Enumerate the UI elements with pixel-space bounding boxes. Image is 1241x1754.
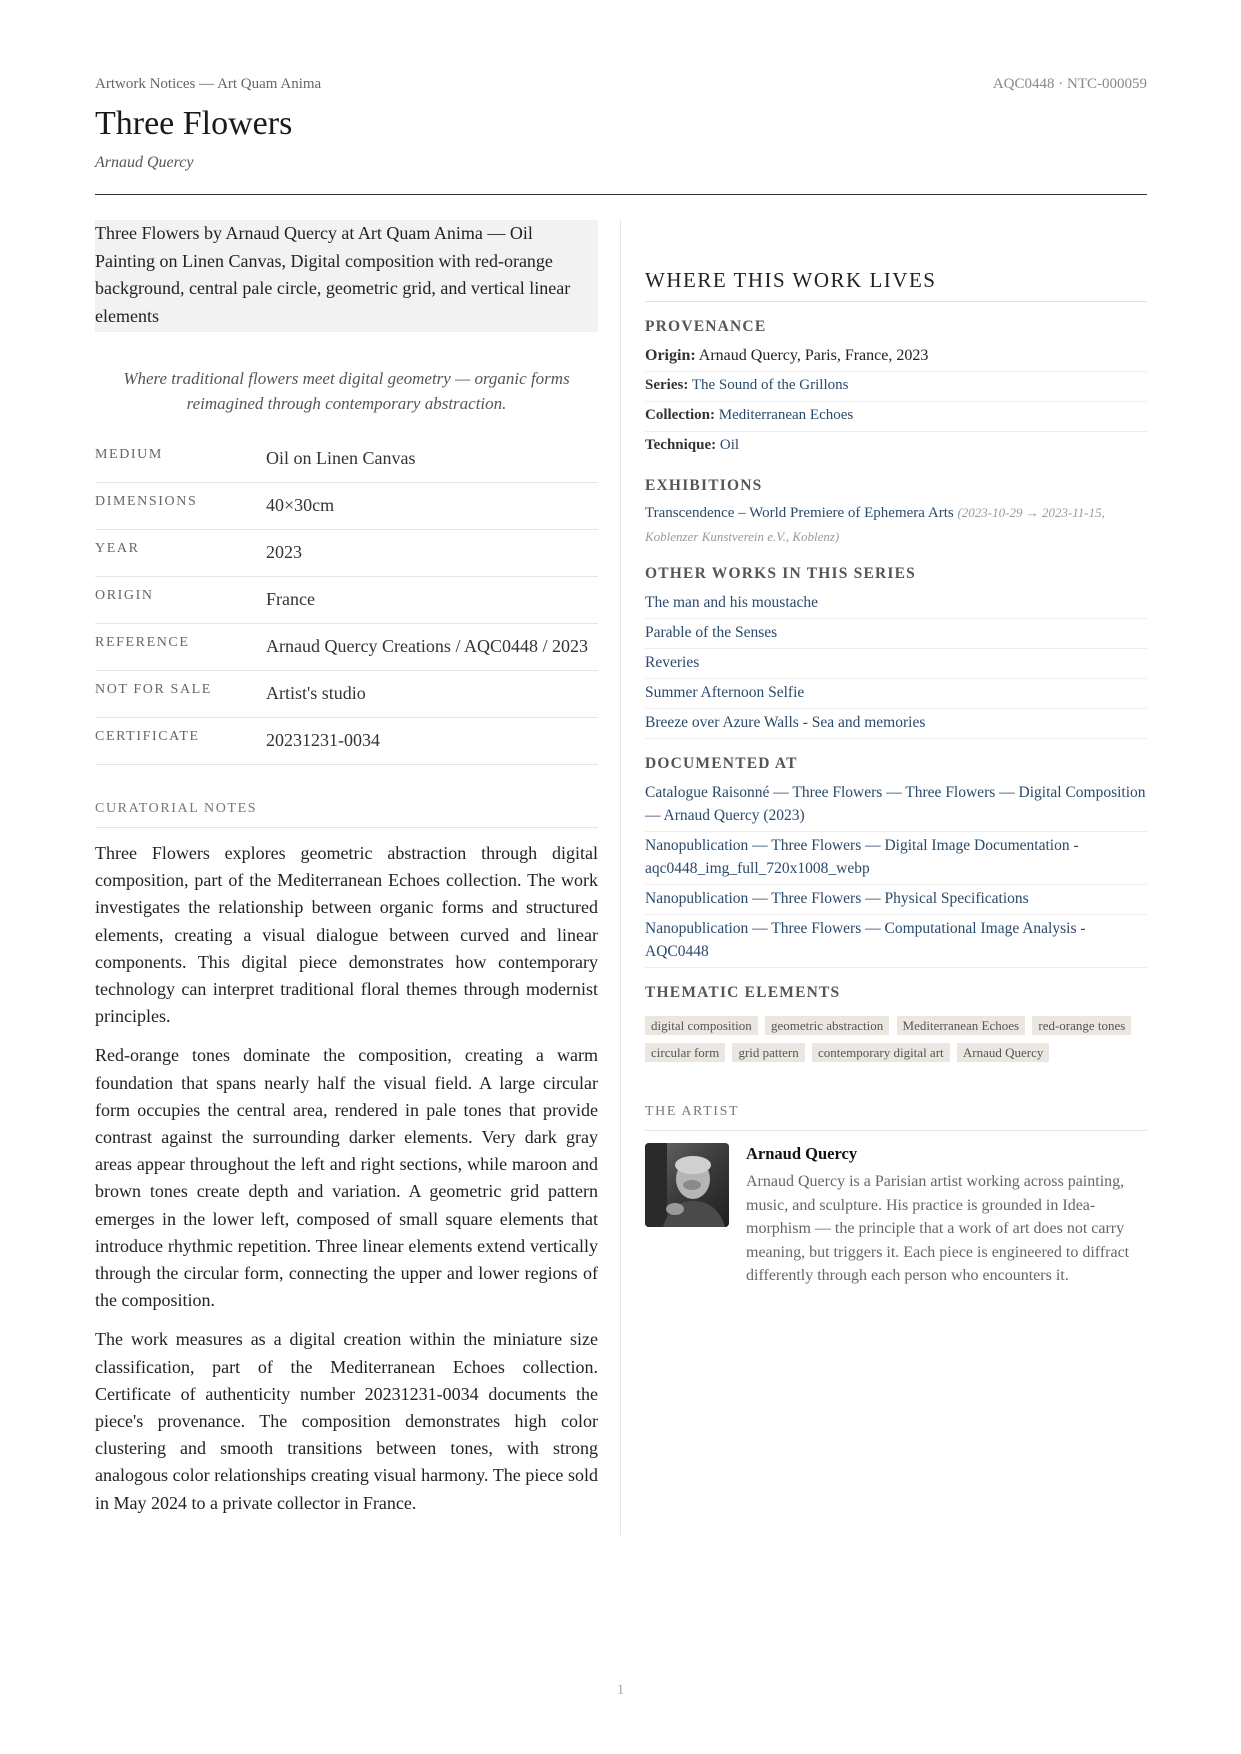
spec-value: Arnaud Quercy Creations / AQC0448 / 2023 — [266, 636, 588, 656]
spec-row-year — [95, 530, 598, 577]
artist-bio: Arnaud Quercy is a Parisian artist working across painting, music, and sculpture. His practice is grounded in Idea-morphism — the principle that a work of art does not carry meaning, but triggers it. Each piece is engineered to diffract differently through each person who encounters it. — [746, 1173, 1130, 1284]
specs-table — [95, 436, 598, 765]
where-heading: WHERE THIS WORK LIVES — [645, 268, 1147, 302]
provenance-origin — [645, 342, 1147, 372]
series-work-link[interactable]: Summer Afternoon Selfie — [645, 679, 1147, 709]
series-work-link[interactable]: Reveries — [645, 649, 1147, 679]
summary-text: Three Flowers by Arnaud Quercy at Art Quam Anima — Oil Painting on Linen Canvas, Digital composition with red-orange background, central pale circle, geometric grid, and vertical linear elements — [95, 220, 598, 332]
series-work-link[interactable]: The man and his moustache — [645, 589, 1147, 619]
tag: grid pattern — [732, 1043, 804, 1062]
tag: Arnaud Quercy — [957, 1043, 1050, 1062]
collection-link[interactable]: Mediterranean Echoes — [718, 407, 854, 423]
artist-avatar — [645, 1143, 729, 1227]
spec-label: NOT FOR SALE — [95, 682, 212, 697]
artist-name: Arnaud Quercy — [746, 1144, 858, 1163]
origin-value: Arnaud Quercy, Paris, France, 2023 — [698, 347, 929, 364]
series-link[interactable]: The Sound of the Grillons — [691, 377, 849, 393]
header-divider — [95, 194, 1147, 195]
spec-value: Artist's studio — [266, 683, 366, 703]
spec-row-medium — [95, 436, 598, 483]
artist-section-heading: THE ARTIST — [645, 1104, 1147, 1131]
left-column — [95, 220, 598, 1517]
documented-link[interactable]: Nanopublication — Three Flowers — Digital Image Documentation - aqc0448_img_full_720x1008_webp — [645, 832, 1147, 885]
technique-link[interactable]: Oil — [719, 437, 740, 453]
provenance-technique — [645, 432, 1147, 461]
tag: Mediterranean Echoes — [897, 1016, 1026, 1035]
header-bar — [95, 76, 1147, 93]
collection-label: Collection: — [645, 407, 715, 423]
spec-label: ORIGIN — [95, 588, 154, 603]
spec-label: YEAR — [95, 541, 140, 556]
tag: geometric abstraction — [765, 1016, 889, 1035]
page-number: 1 — [616, 1682, 625, 1698]
spec-row-reference — [95, 624, 598, 671]
spec-value: 40×30cm — [266, 495, 335, 515]
spec-row-origin — [95, 577, 598, 624]
exhibition-item — [645, 501, 1147, 549]
technique-label: Technique: — [645, 437, 717, 453]
spec-label: REFERENCE — [95, 635, 190, 650]
artist-portrait-image — [645, 1143, 729, 1227]
series-work-link[interactable]: Breeze over Azure Walls - Sea and memories — [645, 709, 1147, 739]
site-label: Artwork Notices — Art Quam Anima — [95, 76, 322, 92]
spec-row-not-for-sale — [95, 671, 598, 718]
documented-heading: DOCUMENTED AT — [645, 755, 798, 772]
provenance-collection — [645, 402, 1147, 432]
pull-quote: Where traditional flowers meet digital geometry — organic forms reimagined through contemporary abstraction. — [123, 369, 570, 413]
notes-paragraph: The work measures as a digital creation within the miniature size classification, part of the Mediterranean Echoes collection. Certificate of authenticity number 20231231-0034 documents the piece's provenance. The composition demonstrates high color clustering and smooth transitions between tones, with strong analogous color relationships creating visual harmony. The piece sold in May 2024 to a private collector in France. — [95, 1329, 598, 1513]
provenance-heading: PROVENANCE — [645, 318, 767, 335]
series-label: Series: — [645, 377, 689, 393]
reference-code: AQC0448 · NTC-000059 — [992, 76, 1147, 92]
origin-label: Origin: — [645, 347, 696, 364]
spec-label: CERTIFICATE — [95, 729, 200, 744]
exhibitions-heading: EXHIBITIONS — [645, 477, 763, 494]
spec-row-certificate — [95, 718, 598, 765]
curatorial-notes-heading: CURATORIAL NOTES — [95, 801, 598, 828]
page-title: Three Flowers — [95, 105, 293, 142]
spec-label: DIMENSIONS — [95, 494, 198, 509]
tag: contemporary digital art — [812, 1043, 950, 1062]
spec-row-dimensions — [95, 483, 598, 530]
thematic-heading: THEMATIC ELEMENTS — [645, 984, 841, 1001]
spec-value: France — [266, 589, 315, 609]
exhibition-meta: (2023-10-29 → 2023-11-15, Koblenzer Kunstverein e.V., Koblenz) — [645, 505, 1105, 544]
series-works-heading: OTHER WORKS IN THIS SERIES — [645, 565, 916, 582]
spec-label: MEDIUM — [95, 447, 163, 462]
spec-value: Oil on Linen Canvas — [266, 448, 416, 468]
artist-subtitle: Arnaud Quercy — [95, 154, 194, 171]
notes-paragraph: Three Flowers explores geometric abstraction through digital composition, part of the Mediterranean Echoes collection. The work investigates the relationship between organic forms and structured elements, creating a visual dialogue between curved and linear components. This digital piece demonstrates how contemporary technology can interpret traditional floral themes through modernist principles. — [95, 843, 598, 1027]
spec-value: 2023 — [266, 542, 302, 562]
tag-list — [645, 1012, 1147, 1066]
series-work-link[interactable]: Parable of the Senses — [645, 619, 1147, 649]
exhibition-link[interactable]: Transcendence – World Premiere of Ephemera Arts — [645, 505, 954, 521]
artist-card — [645, 1143, 1147, 1288]
tag: digital composition — [645, 1016, 758, 1035]
right-column — [645, 268, 1147, 1288]
documented-link[interactable]: Nanopublication — Three Flowers — Physical Specifications — [645, 885, 1147, 915]
column-divider — [620, 220, 621, 1535]
tag: red-orange tones — [1032, 1016, 1131, 1035]
provenance-series — [645, 372, 1147, 402]
tag: circular form — [645, 1043, 725, 1062]
spec-value: 20231231-0034 — [266, 730, 380, 750]
documented-link[interactable]: Nanopublication — Three Flowers — Computational Image Analysis - AQC0448 — [645, 915, 1147, 968]
notes-paragraph: Red-orange tones dominate the composition, creating a warm foundation that spans nearly half the visual field. A large circular form occupies the central area, rendered in pale tones that provide contrast against the surrounding darker elements. Very dark gray areas appear throughout the left and right sections, while maroon and brown tones create depth and variation. A geometric grid pattern emerges in the lower left, composed of small square elements that introduce rhythmic repetition. Three linear elements extend vertically through the circular form, connecting the upper and lower regions of the composition. — [95, 1045, 598, 1311]
artist-info — [746, 1143, 1147, 1288]
documented-link[interactable]: Catalogue Raisonné — Three Flowers — Three Flowers — Digital Composition — Arnaud Quercy (2023) — [645, 779, 1147, 832]
